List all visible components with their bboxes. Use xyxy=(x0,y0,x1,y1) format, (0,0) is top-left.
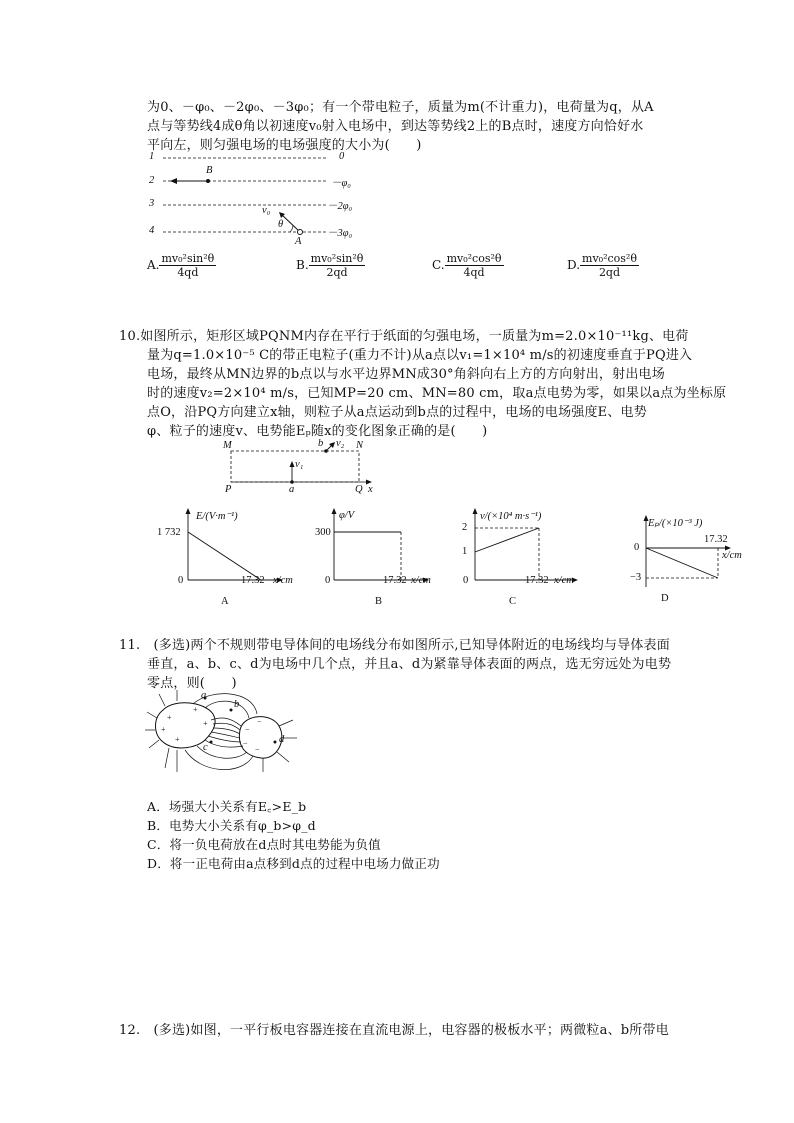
q9-text-line3: 平向左，则匀强电场的电场强度的大小为( ) xyxy=(147,138,422,153)
q9-option-b[interactable]: B. $\frac{\text{mv₀²sin²θ}}{2qd}$ xyxy=(296,252,364,279)
q10-graph-c-origin: 0 xyxy=(463,575,469,586)
q11-option-b[interactable]: B．电势大小关系有φ_b>φ_d xyxy=(147,818,316,833)
q9-potential-1: －φ₀ xyxy=(331,178,351,189)
q10-label-q: Q xyxy=(355,484,363,495)
q9-option-b-denominator: 2qd xyxy=(326,266,348,279)
q10-graph-c-label: C xyxy=(509,596,517,607)
q10-graph-d-ylabel: Eₚ/(×10⁻³ J) xyxy=(648,518,703,529)
svg-text:+: + xyxy=(193,705,198,714)
q10-graph-c-ytick-1: 1 xyxy=(462,546,468,557)
q10-graph-a-xlabel: x/cm xyxy=(273,575,293,586)
q10-graph-d-label: D xyxy=(661,593,669,604)
q9-option-d-denominator: 2qd xyxy=(598,266,621,279)
q10-graph-a-ylabel: E/(V·m⁻¹) xyxy=(196,511,238,522)
q10-label-v2: v₂ xyxy=(336,438,345,449)
q9-text-line2: 点与等势线4成θ角以初速度v₀射入电场中，到达等势线2上的B点时，速度方向恰好水 xyxy=(147,119,644,134)
q9-line-4-label: 4 xyxy=(149,225,155,236)
q9-theta-label: θ xyxy=(278,219,284,230)
svg-text:−: − xyxy=(245,725,250,734)
q9-potential-0: 0 xyxy=(339,151,345,162)
q10-graph-c-xtick: 17.32 xyxy=(525,575,549,586)
q10-label-v1: v₁ xyxy=(295,459,304,470)
q9-option-a[interactable]: A. $\frac{\text{mv₀²sin²θ}}{4qd}$ xyxy=(147,252,215,279)
q10-graph-c-xlabel: x/cm xyxy=(554,575,574,586)
q10-graph-c-ylabel: v/(×10⁴ m·s⁻¹) xyxy=(480,511,542,522)
q12-text-line1: 12. (多选)如图，一平行板电容器连接在直流电源上，电容器的极板水平；两微粒a、b所带电 xyxy=(119,1023,669,1038)
q10-graph-c-ytick-2: 2 xyxy=(462,522,468,533)
q10-graph-a-origin: 0 xyxy=(178,575,184,586)
q9-text-line1: 为0、－φ₀、－2φ₀、－3φ₀；有一个带电粒子，质量为m(不计重力)，电荷量为q，从A xyxy=(147,100,654,115)
q10-text-line5: 点O，沿PQ方向建立x轴，则粒子从a点运动到b点的过程中，电场的电场强度E、电势 xyxy=(147,405,647,420)
q9-point-b: B xyxy=(206,165,213,176)
q10-text-line3: 电场，最终从MN边界的b点以与水平边界MN成30°角斜向右上方的方向射出，射出电场 xyxy=(147,367,665,382)
q10-graph-b-xlabel: x/cm xyxy=(411,575,431,586)
q11-text-line3: 零点，则( ) xyxy=(147,676,237,691)
q10-graph-c-line xyxy=(475,528,539,552)
q11-text-line1: 11. (多选)两个不规则带电导体间的电场线分布如图所示,已知导体附近的电场线均与导体表面 xyxy=(119,638,670,653)
q10-label-p: P xyxy=(225,484,232,495)
q9-option-d-numerator: mv₀²cos²θ xyxy=(582,252,637,265)
svg-text:+: + xyxy=(203,719,208,728)
q9-potential-3: －3φ₀ xyxy=(327,228,353,239)
q10-label-b: b xyxy=(318,438,324,449)
q9-option-a-denominator: 4qd xyxy=(177,266,199,279)
q10-graph-b-ytick: 300 xyxy=(315,527,331,538)
q10-graph-b-label: B xyxy=(375,596,383,607)
q9-option-c-denominator: 4qd xyxy=(463,266,485,279)
q10-graph-a-line xyxy=(188,532,261,580)
q9-line-1-label: 1 xyxy=(149,151,155,162)
q10-graph-d-xlabel: x/cm xyxy=(722,550,742,561)
q9-line-2-label: 2 xyxy=(149,175,155,186)
svg-text:+: + xyxy=(161,725,166,734)
q10-graph-a-xtick: 17.32 xyxy=(241,575,265,586)
q10-text-line4: 时的速度v₂=2×10⁴ m/s，已知MP=20 cm、MN=80 cm，取a点电势为零，如果以a点为坐标原 xyxy=(147,386,727,401)
q10-graph-d-ytick-0: 0 xyxy=(634,542,640,553)
svg-text:−: − xyxy=(255,745,260,754)
q10-label-a: a xyxy=(289,484,295,495)
q9-option-a-numerator: mv₀²sin²θ xyxy=(161,252,215,265)
q10-graph-d-xtick: 17.32 xyxy=(704,534,728,545)
q9-option-c-numerator: mv₀²cos²θ xyxy=(446,252,502,265)
q10-graph-b-origin: 0 xyxy=(325,575,331,586)
q10-graph-b-ylabel: φ/V xyxy=(339,510,355,521)
q9-point-a: A xyxy=(295,236,302,247)
q9-potential-2: －2φ₀ xyxy=(327,201,353,212)
q11-option-a[interactable]: A．场强大小关系有E꜀>E_b xyxy=(147,799,307,814)
q11-option-c[interactable]: C．将一负电荷放在d点时其电势能为负值 xyxy=(147,837,381,852)
svg-text:−: − xyxy=(257,717,262,726)
q11-point-b: b xyxy=(234,699,240,710)
q10-graph-a-label: A xyxy=(221,596,229,607)
q10-graph-b-xtick: 17.32 xyxy=(383,575,407,586)
q10-label-n: N xyxy=(356,440,364,451)
q11-point-a: a xyxy=(201,690,207,701)
q9-option-b-numerator: mv₀²sin²θ xyxy=(310,252,364,265)
q10-text-line6: φ、粒子的速度v、电势能Eₚ随x的变化图象正确的是( ) xyxy=(147,424,488,439)
q11-point-d: d xyxy=(279,734,285,745)
q9-option-d[interactable]: D. $\frac{\text{mv₀²cos²θ}}{2qd}$ xyxy=(567,252,637,279)
q10-text-line1: 10.如图所示，矩形区域PQNM内存在平行于纸面的匀强电场，一质量为m=2.0×10⁻¹¹kg、电荷 xyxy=(119,329,689,344)
svg-text:+: + xyxy=(167,713,172,722)
q10-label-m: M xyxy=(223,440,232,451)
q10-graph-a-ytick: 1 732 xyxy=(157,527,181,538)
q11-point-c: c xyxy=(203,742,208,753)
q9-v0-label: v₀ xyxy=(262,205,271,216)
q9-option-c[interactable]: C. $\frac{\text{mv₀²cos²θ}}{4qd}$ xyxy=(432,252,502,279)
q11-text-line2: 垂直，a、b、c、d为电场中几个点，并且a、d为紧靠导体表面的两点，选无穷远处为电势 xyxy=(147,657,672,672)
svg-text:−: − xyxy=(243,739,248,748)
svg-text:+: + xyxy=(175,735,180,744)
q9-line-3-label: 3 xyxy=(149,198,155,209)
q11-option-d[interactable]: D．将一正电荷由a点移到d点的过程中电场力做正功 xyxy=(147,856,440,871)
q10-text-line2: 量为q=1.0×10⁻⁵ C的带正电粒子(重力不计)从a点以v₁=1×10⁴ m/s的初速度垂直于PQ进入 xyxy=(147,348,693,363)
q10-label-x: x xyxy=(368,484,373,495)
q10-graph-d-ytick-m3: −3 xyxy=(630,572,642,583)
q10-graph-d-line xyxy=(646,548,718,578)
